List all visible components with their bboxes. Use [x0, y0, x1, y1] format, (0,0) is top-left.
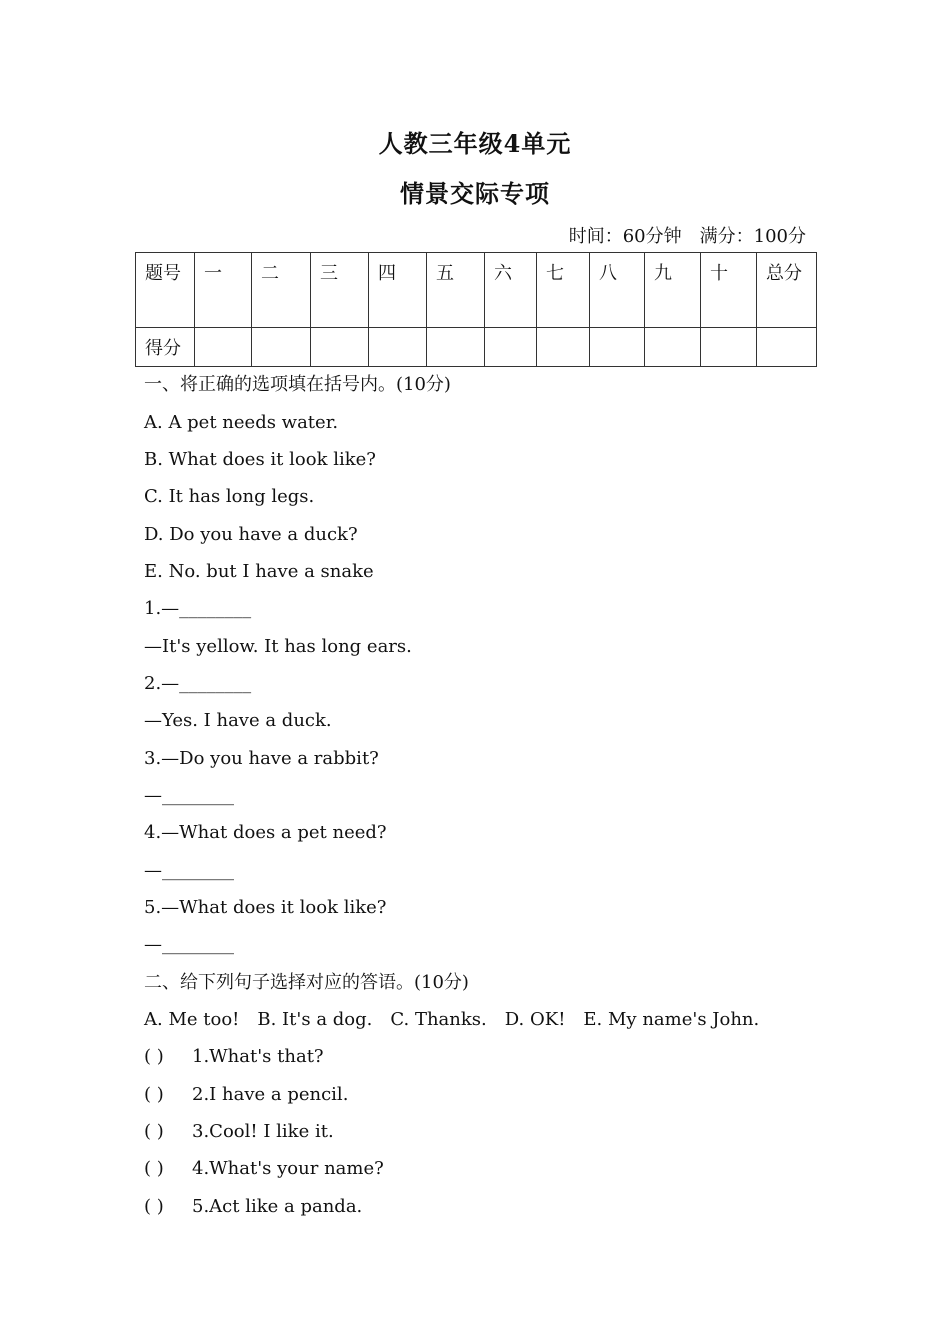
score-table-header-row [136, 253, 817, 328]
dialogue-line: 4.—What does a pet need? [144, 822, 387, 843]
header-cell: 题号 [136, 253, 195, 328]
question-text: 4.What's your name? [192, 1158, 384, 1179]
section1-heading: 一、将正确的选项填在括号内。(10分) [144, 374, 451, 395]
question-item [144, 1083, 348, 1107]
header-cell: 十 [701, 253, 757, 328]
dialogue-line: —Yes. I have a duck. [144, 710, 332, 731]
header-cell: 五 [427, 253, 485, 328]
score-table-score-row [136, 328, 817, 367]
page-subtitle: 情景交际专项 [400, 179, 550, 208]
question-text: 5.Act like a panda. [192, 1196, 363, 1217]
header-cell: 八 [590, 253, 645, 328]
score-cell [252, 328, 311, 367]
answer-blank: ( ) [144, 1158, 164, 1179]
option-a: A. A pet needs water. [144, 412, 339, 433]
header-cell: 总分 [757, 253, 817, 328]
header-cell: 七 [537, 253, 590, 328]
section2-heading: 二、给下列句子选择对应的答语。(10分) [144, 972, 469, 993]
score-cell [590, 328, 645, 367]
question-item [144, 1120, 334, 1144]
option-c: C. It has long legs. [144, 486, 315, 507]
full-score: 满分：100分 [699, 226, 806, 247]
answer-option: D. OK! [504, 1009, 566, 1030]
page-title: 人教三年级4单元 [378, 129, 572, 158]
answer-option: E. My name's John. [583, 1009, 760, 1030]
dialogue-line: 1.—________ [144, 598, 252, 619]
dialogue-line: —________ [144, 860, 234, 881]
score-cell [311, 328, 369, 367]
question-item [144, 1195, 362, 1219]
exam-info [569, 222, 806, 248]
row-label-cell: 得分 [136, 328, 195, 367]
answer-option: C. Thanks. [390, 1009, 487, 1030]
answer-blank: ( ) [144, 1196, 164, 1217]
dialogue-line: 2.—________ [144, 673, 252, 694]
header-cell: 九 [645, 253, 701, 328]
header-cell: 二 [252, 253, 311, 328]
question-item [144, 1157, 384, 1181]
score-cell [485, 328, 537, 367]
answer-blank: ( ) [144, 1121, 164, 1142]
answer-option: A. Me too! [144, 1009, 240, 1030]
score-cell [645, 328, 701, 367]
score-cell [427, 328, 485, 367]
option-e: E. No. but I have a snake [144, 561, 374, 582]
score-cell [537, 328, 590, 367]
header-cell: 三 [311, 253, 369, 328]
dialogue-line: —________ [144, 785, 234, 806]
score-cell [369, 328, 427, 367]
question-text: 3.Cool! I like it. [192, 1121, 334, 1142]
time-limit: 时间：60分钟 [568, 226, 682, 247]
score-table [135, 252, 817, 367]
score-cell [701, 328, 757, 367]
option-d: D. Do you have a duck? [144, 524, 358, 545]
question-item [144, 1045, 324, 1069]
header-cell: 六 [485, 253, 537, 328]
answer-blank: ( ) [144, 1084, 164, 1105]
answer-blank: ( ) [144, 1046, 164, 1067]
score-cell [757, 328, 817, 367]
dialogue-line: 3.—Do you have a rabbit? [144, 748, 379, 769]
header-cell: 一 [195, 253, 252, 328]
section2-options [144, 1008, 759, 1032]
dialogue-line: —________ [144, 934, 234, 955]
answer-option: B. It's a dog. [257, 1009, 373, 1030]
score-cell [195, 328, 252, 367]
dialogue-line: —It's yellow. It has long ears. [144, 636, 412, 657]
option-b: B. What does it look like? [144, 449, 376, 470]
question-text: 2.I have a pencil. [192, 1084, 349, 1105]
dialogue-line: 5.—What does it look like? [144, 897, 387, 918]
header-cell: 四 [369, 253, 427, 328]
question-text: 1.What's that? [192, 1046, 324, 1067]
